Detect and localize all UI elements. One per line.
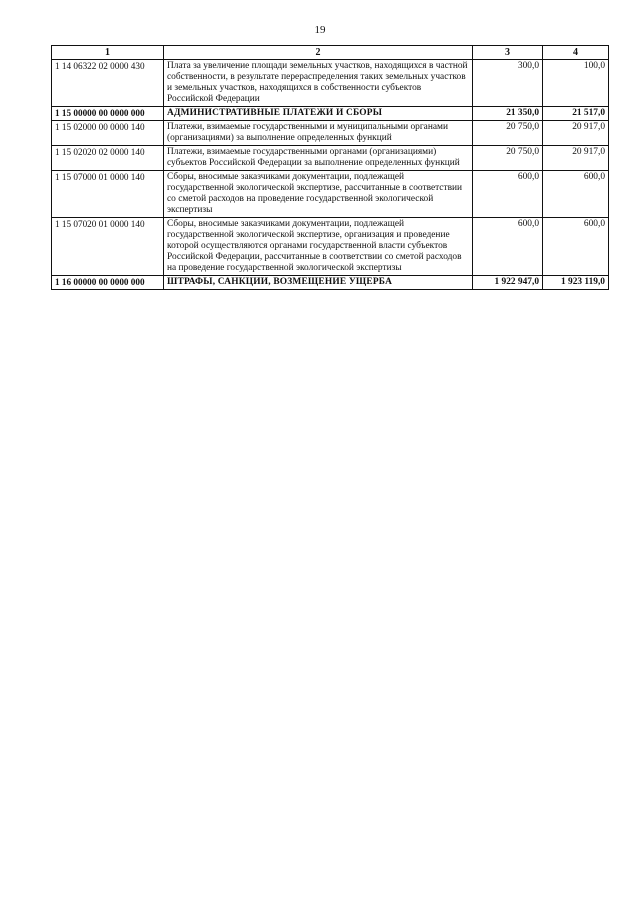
revenue-name: Платежи, взимаемые государственными и муниципальными органами (организациями) за выполнение определенных функций — [164, 121, 473, 146]
value-col-3: 20 750,0 — [473, 146, 543, 171]
table-row — [52, 276, 609, 290]
revenue-name: Платежи, взимаемые государственными органами (организациями) субъектов Российской Федерации за выполнение определенных функций — [164, 146, 473, 171]
value-col-4: 20 917,0 — [543, 146, 609, 171]
value-col-4: 600,0 — [543, 171, 609, 218]
page-number: 19 — [314, 24, 326, 36]
budget-code: 1 15 07000 01 0000 140 — [52, 171, 164, 218]
revenue-name: Сборы, вносимые заказчиками документации, подлежащей государственной экологической экспертизе, организация и проведение которой осуществляются органами государственной власти субъектов Российской Федерации, рассчитанные в соответствии со сметой расходов на проведение государственной экологической экспертизы — [164, 218, 473, 276]
table-row — [52, 107, 609, 121]
value-col-3: 600,0 — [473, 171, 543, 218]
value-col-3: 21 350,0 — [473, 107, 543, 121]
table-row — [52, 146, 609, 171]
budget-code: 1 14 06322 02 0000 430 — [52, 60, 164, 107]
revenue-name: АДМИНИСТРАТИВНЫЕ ПЛАТЕЖИ И СБОРЫ — [164, 107, 473, 121]
revenue-name: Плата за увеличение площади земельных участков, находящихся в частной собственности, в результате перераспределения таких земельных участков и земельных участков, находящихся в собственности субъектов Российской Федерации — [164, 60, 473, 107]
value-col-4: 20 917,0 — [543, 121, 609, 146]
value-col-4: 100,0 — [543, 60, 609, 107]
budget-code: 1 15 02020 02 0000 140 — [52, 146, 164, 171]
table-header-row — [52, 46, 609, 60]
column-header-1: 1 — [52, 46, 164, 60]
table-row — [52, 121, 609, 146]
value-col-3: 600,0 — [473, 218, 543, 276]
budget-code: 1 15 07020 01 0000 140 — [52, 218, 164, 276]
table-row — [52, 218, 609, 276]
revenue-name: ШТРАФЫ, САНКЦИИ, ВОЗМЕЩЕНИЕ УЩЕРБА — [164, 276, 473, 290]
revenue-name: Сборы, вносимые заказчиками документации, подлежащей государственной экологической экспертизе, рассчитанные в соответствии со сметой расходов на проведение государственной экологической экспертизы — [164, 171, 473, 218]
table-row — [52, 171, 609, 218]
value-col-4: 1 923 119,0 — [543, 276, 609, 290]
value-col-3: 20 750,0 — [473, 121, 543, 146]
budget-code: 1 15 02000 00 0000 140 — [52, 121, 164, 146]
value-col-4: 21 517,0 — [543, 107, 609, 121]
table-row — [52, 60, 609, 107]
value-col-3: 300,0 — [473, 60, 543, 107]
column-header-4: 4 — [543, 46, 609, 60]
value-col-3: 1 922 947,0 — [473, 276, 543, 290]
budget-table — [51, 45, 609, 290]
column-header-3: 3 — [473, 46, 543, 60]
budget-code: 1 16 00000 00 0000 000 — [52, 276, 164, 290]
budget-code: 1 15 00000 00 0000 000 — [52, 107, 164, 121]
column-header-2: 2 — [164, 46, 473, 60]
value-col-4: 600,0 — [543, 218, 609, 276]
